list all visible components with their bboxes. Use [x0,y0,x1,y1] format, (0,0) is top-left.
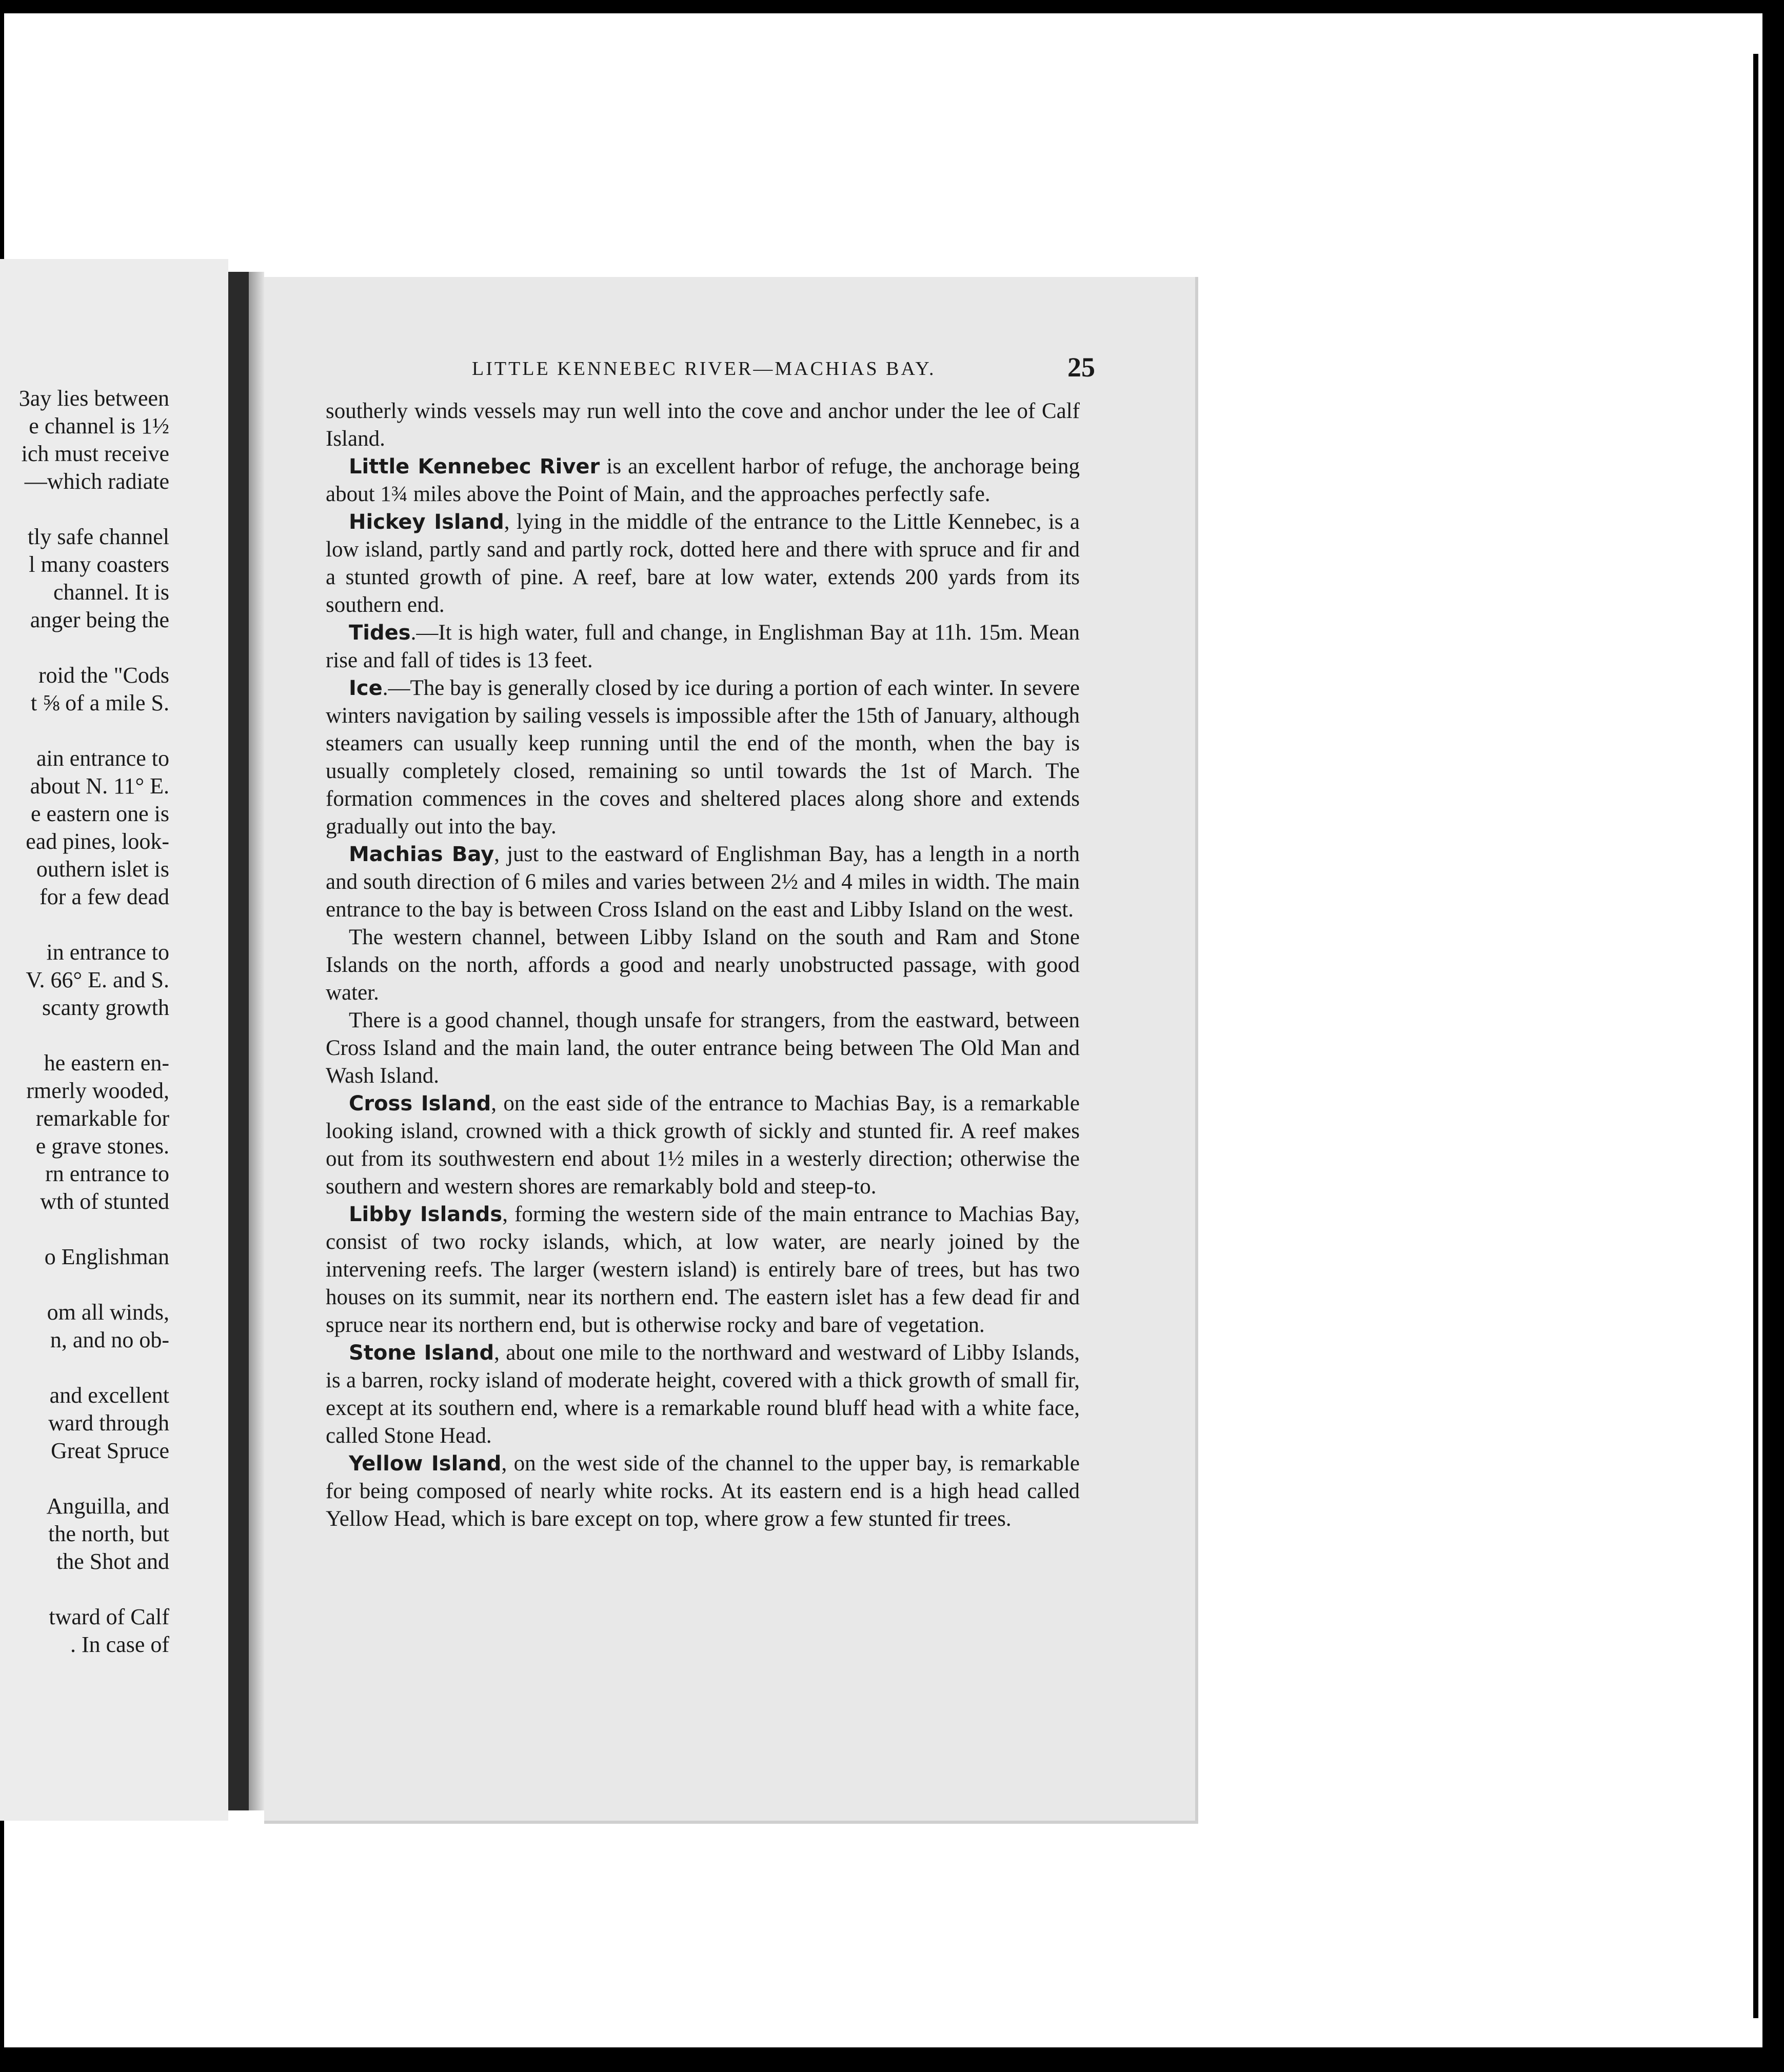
left-page-line: roid the "Cods [38,663,169,688]
left-page-line: n, and no ob- [50,1327,169,1352]
left-page-line: outhern islet is [36,856,169,882]
paragraph-eastward-channel [326,1007,1080,1090]
paragraph-text: There is a good channel, though unsafe for strangers, from the eastward, between Cross Island and the main land, the outer entrance being between The Old Man and Wash Island. [326,1008,1080,1088]
paragraph-text: southerly winds vessels may run well into the cove and anchor under the lee of Calf Island. [326,399,1080,451]
paragraph-heading: Ice [349,676,383,700]
paragraph-text: , about one mile to the northward and westward of Libby Islands, is a barren, rocky island of moderate height, covered with a thick growth of small fir, except at its southern end, where is a remarkable round bluff head with a white face, called Stone Head. [326,1341,1080,1448]
left-page-line: t ⅝ of a mile S. [30,690,169,715]
left-page-line: Anguilla, and [46,1493,169,1519]
left-page-line: . In case of [70,1632,169,1657]
left-page-line: o Englishman [44,1244,169,1269]
left-page-line: the Shot and [56,1549,169,1574]
page-header [326,351,1095,387]
left-page-line: and excellent [49,1383,169,1408]
left-page-line: about N. 11° E. [30,773,169,799]
left-page-line: for a few dead [39,884,169,909]
left-page-line: 3ay lies between [18,386,169,411]
paragraph-heading: Yellow Island [349,1452,502,1476]
left-page-line: —which radiate [24,469,169,494]
left-page-line: e eastern one is [31,801,169,826]
left-page-line: l many coasters [29,552,169,577]
left-page-line: rmerly wooded, [26,1078,169,1103]
left-page-line: ward through [48,1410,169,1436]
paragraph-text: , forming the western side of the main entrance to Machias Bay, consist of two rocky islands, which, at low water, are nearly joined by the intervening reefs. The larger (western island) is entirely bare of trees, but has two houses on its summit, near its northern end. The eastern islet has a few dead fir and spruce near its northern end, but is otherwise rocky and bare of vegetation. [326,1202,1080,1337]
paragraph-yellow-island [326,1450,1080,1533]
left-page-line: remarkable for [35,1106,169,1131]
left-page-line: om all winds, [47,1300,169,1325]
left-page-line: wth of stunted [40,1189,169,1214]
left-page-line: V. 66° E. and S. [26,967,169,992]
page-number: 25 [1067,352,1095,383]
right-page [264,277,1198,1824]
paragraph-text: , on the west side of the channel to the upper bay, is remarkable for being composed of nearly white rocks. At its eastern end is a high head called Yellow Head, which is bare except on top, where grow a few stunted fir trees. [326,1451,1080,1531]
left-page-line: ead pines, look- [26,829,169,854]
paragraph-stone-island [326,1339,1080,1450]
paragraph-machias-bay [326,841,1080,924]
left-page [0,259,228,1821]
running-head: LITTLE KENNEBEC RIVER—MACHIAS BAY. [472,358,936,380]
paragraph-text: The western channel, between Libby Island on the south and Ram and Stone Islands on the north, affords a good and nearly unobstructed passage, with good water. [326,925,1080,1005]
left-page-line: the north, but [48,1521,169,1546]
paragraph-little-kennebec-river [326,453,1080,508]
paragraph-heading: Libby Islands [349,1203,503,1226]
paragraph-heading: Tides [349,621,411,645]
left-page-line: tly safe channel [27,524,169,549]
paragraph-ice [326,674,1080,841]
paragraph-text: .—The bay is generally closed by ice during a portion of each winter. In severe winters navigation by sailing vessels is impossible after the 15th of January, although steamers can usually keep running until the end of the month, when the bay is usually completely closed, remaining so until towards the 1st of March. The formation commences in the coves and sheltered places along shore and extends gradually out into the bay. [326,676,1080,839]
paragraph-heading: Little Kennebec River [349,455,600,479]
paragraph-cross-island [326,1090,1080,1201]
gutter-shadow [249,272,264,1810]
left-page-line: ich must receive [21,441,169,466]
left-page-line: ain entrance to [36,746,169,771]
paragraph-continuation [326,397,1080,453]
scan-border-right [1762,13,1784,2047]
left-page-line: rn entrance to [45,1161,169,1186]
left-page-line: Great Spruce [51,1438,169,1463]
left-page-line: anger being the [30,607,169,632]
paragraph-text: , on the east side of the entrance to Machias Bay, is a remarkable looking island, crowned with a thick growth of sickly and stunted fir. A reef makes out from its southwestern end about 1½ miles in a westerly direction; otherwise the southern and western shores are remarkably bold and steep-to. [326,1091,1080,1199]
left-page-line: he eastern en- [44,1050,169,1075]
paragraph-libby-islands [326,1201,1080,1339]
paragraph-text: is an excellent harbor of refuge, the anchorage being about 1¾ miles above the Point of Main, and the approaches perfectly safe. [326,454,1080,506]
paragraph-tides [326,619,1080,674]
left-page-line: scanty growth [42,995,169,1020]
scan-border-line-right [1753,54,1758,2018]
left-page-line: in entrance to [46,940,169,965]
paragraph-heading: Cross Island [349,1092,491,1115]
paragraph-heading: Machias Bay [349,843,494,866]
left-page-line: e grave stones. [35,1133,169,1159]
page-body [326,397,1080,1533]
paragraph-heading: Stone Island [349,1341,494,1365]
paragraph-western-channel [326,924,1080,1007]
paragraph-heading: Hickey Island [349,510,504,534]
scan-border-top [0,0,1784,13]
paragraph-text: , just to the eastward of Englishman Bay, has a length in a north and south direction of 6 miles and varies between 2½ and 4 miles in width. The main entrance to the bay is between Cross Island on the east and Libby Island on the west. [326,842,1080,922]
paragraph-hickey-island [326,508,1080,619]
paragraph-text: .—It is high water, full and change, in Englishman Bay at 11h. 15m. Mean rise and fall of tides is 13 feet. [326,621,1080,672]
scan-border-bottom [0,2047,1784,2072]
left-page-line: tward of Calf [49,1604,169,1629]
left-page-line: e channel is 1½ [29,413,169,439]
left-page-line: channel. It is [53,580,169,605]
paragraph-text: , lying in the middle of the entrance to the Little Kennebec, is a low island, partly sand and partly rock, dotted here and there with spruce and fir and a stunted growth of pine. A reef, bare at low water, extends 200 yards from its southern end. [326,510,1080,617]
book-spine [228,272,249,1810]
